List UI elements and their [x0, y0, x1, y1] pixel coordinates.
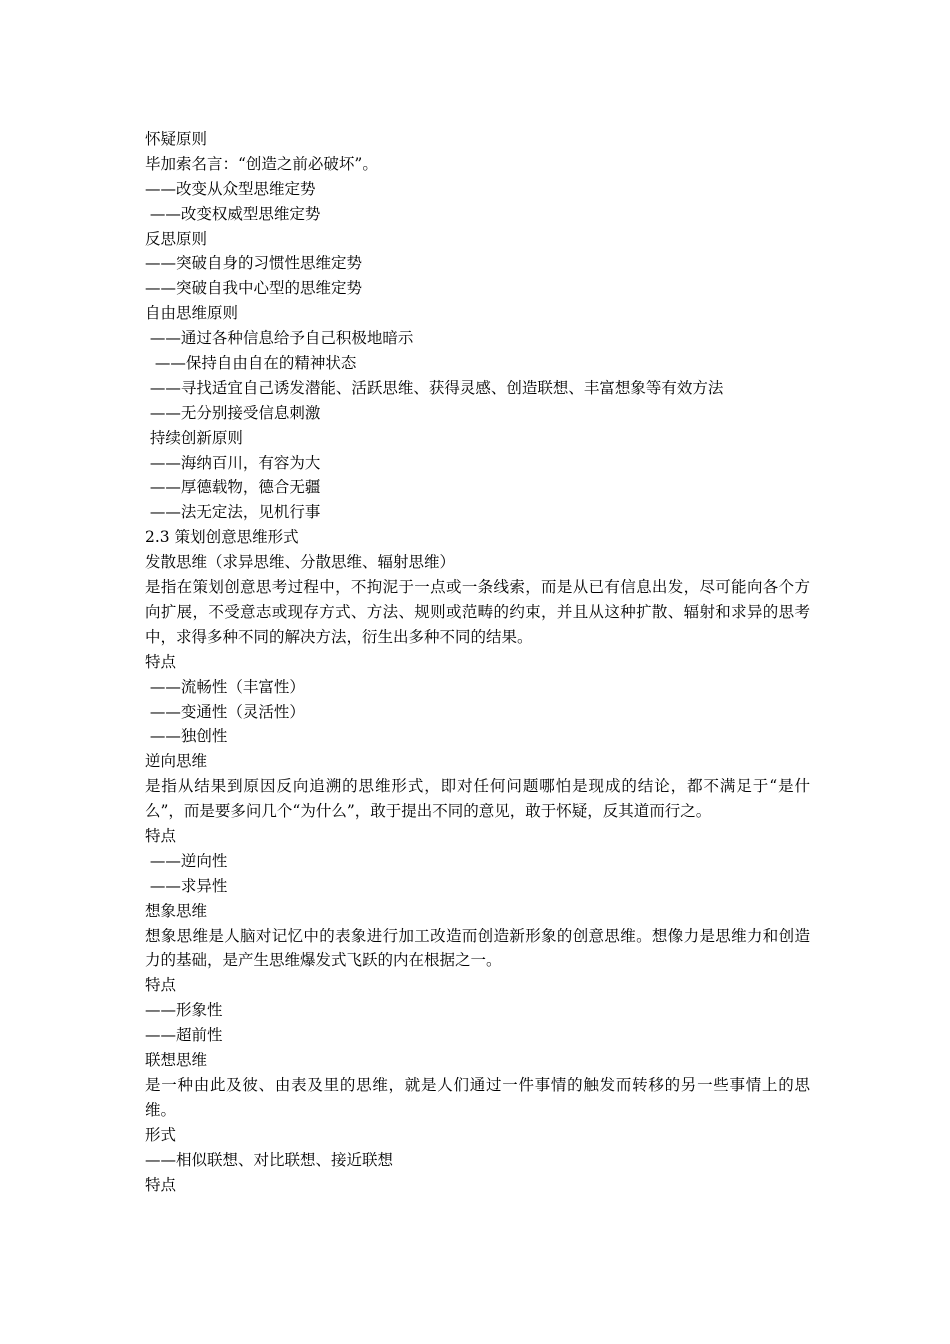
text-line: 自由思维原则: [145, 304, 239, 323]
text-line: ——逆向性: [145, 851, 228, 870]
text-line: ——厚德载物，德合无疆: [145, 478, 321, 497]
text-line: ——法无定法，见机行事: [145, 503, 321, 522]
document-body: [145, 127, 810, 1197]
text-line: 发散思维（求异思维、分散思维、辐射思维）: [145, 553, 456, 572]
text-line: ——寻找适宜自己诱发潜能、活跃思维、获得灵感、创造联想、丰富想象等有效方法: [145, 378, 724, 397]
text-line: 反思原则: [145, 229, 208, 248]
text-line: ——改变从众型思维定势: [145, 179, 316, 198]
text-line: ——独创性: [145, 727, 228, 746]
paragraph: 想象思维是人脑对记忆中的表象进行加工改造而创造新形象的创意思维。想像力是思维力和创造力的基础，是产生思维爆发式飞跃的内在根据之一。: [145, 926, 810, 970]
text-line: ——求异性: [145, 876, 228, 895]
text-line: ——流畅性（丰富性）: [145, 677, 305, 696]
text-line: 持续创新原则: [145, 428, 243, 447]
text-line: 毕加索名言：“创造之前必破坏”。: [145, 154, 378, 173]
text-line: ——形象性: [145, 1001, 223, 1020]
text-line: ——无分别接受信息刺激: [145, 403, 321, 422]
text-line: 想象思维: [145, 901, 208, 920]
text-line: 特点: [145, 652, 177, 671]
text-line: ——超前性: [145, 1026, 223, 1045]
text-line: ——海纳百川，有容为大: [145, 453, 321, 472]
paragraph: 是一种由此及彼、由表及里的思维，就是人们通过一件事情的触发而转移的另一些事情上的思维。: [145, 1075, 810, 1119]
text-line: ——突破自身的习惯性思维定势: [145, 254, 363, 273]
text-line: ——通过各种信息给予自己积极地暗示: [145, 329, 414, 348]
text-line: ——相似联想、对比联想、接近联想: [145, 1150, 394, 1169]
text-line: ——突破自我中心型的思维定势: [145, 279, 363, 298]
text-line: 特点: [145, 976, 177, 995]
text-line: 形式: [145, 1125, 177, 1144]
text-line: 2.3 策划创意思维形式: [145, 528, 299, 547]
text-line: ——变通性（灵活性）: [145, 702, 305, 721]
text-line: ——保持自由自在的精神状态: [145, 354, 357, 373]
text-line: 逆向思维: [145, 752, 208, 771]
paragraph: 是指在策划创意思考过程中，不拘泥于一点或一条线索，而是从已有信息出发，尽可能向各个方向扩展，不受意志或现存方式、方法、规则或范畴的约束，并且从这种扩散、辐射和求异的思考中，求得多种不同的解决方法，衍生出多种不同的结果。: [145, 578, 810, 646]
text-line: 联想思维: [145, 1051, 208, 1070]
text-line: 特点: [145, 1175, 177, 1194]
text-line: ——改变权威型思维定势: [145, 204, 321, 223]
text-line: 怀疑原则: [145, 130, 208, 148]
paragraph: 是指从结果到原因反向追溯的思维形式，即对任何问题哪怕是现成的结论，都不满足于“是什么”，而是要多问几个“为什么”，敢于提出不同的意见，敢于怀疑，反其道而行之。: [145, 777, 810, 821]
text-line: 特点: [145, 827, 177, 846]
